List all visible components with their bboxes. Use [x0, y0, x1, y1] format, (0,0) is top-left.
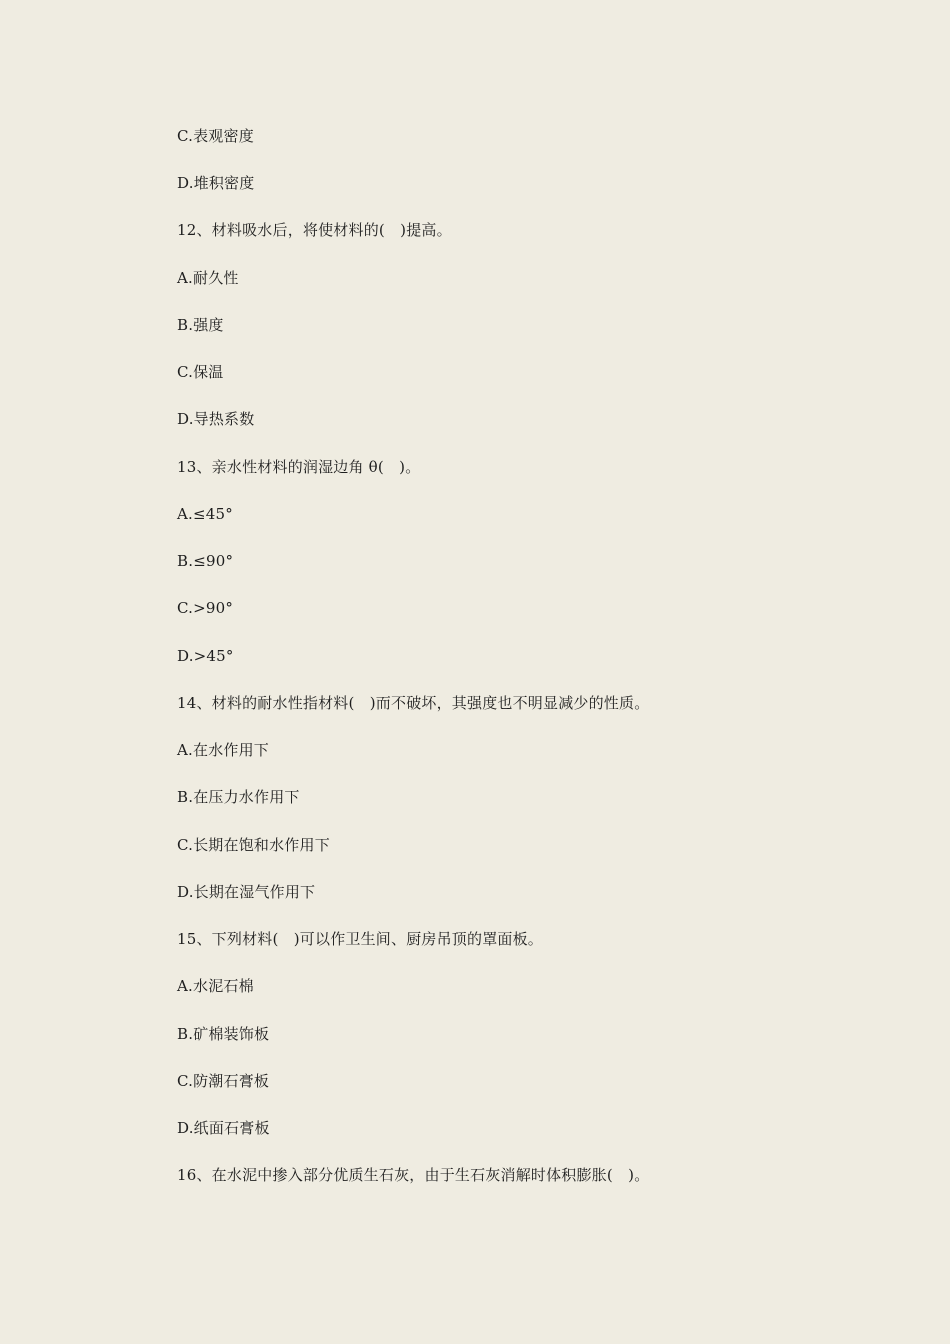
question-12: 12、材料吸水后，将使材料的( )提高。 [177, 221, 452, 239]
option-a-q12: A.耐久性 [177, 269, 239, 287]
question-16: 16、在水泥中掺入部分优质生石灰，由于生石灰消解时体积膨胀( )。 [177, 1166, 650, 1184]
option-b-q14: B.在压力水作用下 [177, 788, 300, 806]
option-c-q13: C.>90° [177, 599, 234, 617]
question-13: 13、亲水性材料的润湿边角 θ( )。 [177, 458, 421, 476]
option-a-q15: A.水泥石棉 [177, 977, 254, 995]
option-d-q11: D.堆积密度 [177, 174, 255, 192]
option-b-q13: B.≤90° [177, 552, 234, 570]
option-c-q15: C.防潮石膏板 [177, 1072, 270, 1090]
option-b-q15: B.矿棉装饰板 [177, 1025, 270, 1043]
option-c-q11: C.表观密度 [177, 127, 254, 145]
option-b-q12: B.强度 [177, 316, 224, 334]
option-a-q14: A.在水作用下 [177, 741, 270, 759]
option-d-q14: D.长期在湿气作用下 [177, 883, 316, 901]
option-c-q14: C.长期在饱和水作用下 [177, 836, 330, 854]
option-d-q15: D.纸面石膏板 [177, 1119, 270, 1137]
question-14: 14、材料的耐水性指材料( )而不破坏，其强度也不明显减少的性质。 [177, 694, 650, 712]
option-d-q13: D.>45° [177, 647, 234, 665]
option-a-q13: A.≤45° [177, 505, 233, 523]
option-d-q12: D.导热系数 [177, 410, 255, 428]
question-15: 15、下列材料( )可以作卫生间、厨房吊顶的罩面板。 [177, 930, 543, 948]
option-c-q12: C.保温 [177, 363, 224, 381]
